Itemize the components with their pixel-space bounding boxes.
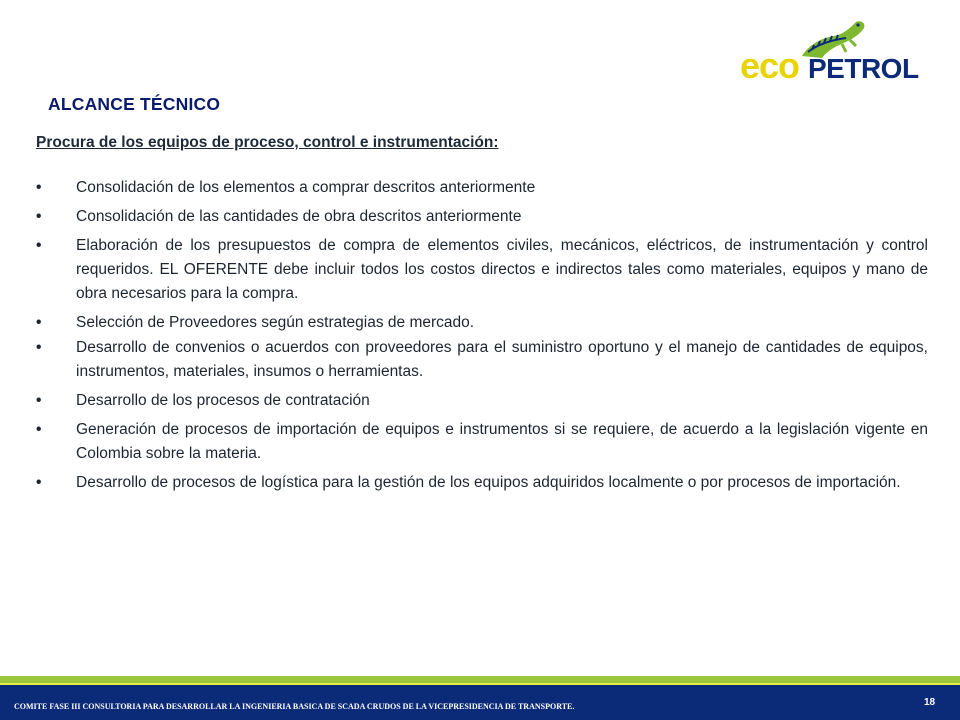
bullet-text: Selección de Proveedores según estrategias de mercado. <box>76 314 475 331</box>
footer-caption: COMITE FASE III CONSULTORIA PARA DESARROLLAR LA INGENIERIA BASICA DE SCADA CRUDOS DE LA VICEPRESIDENCIA DE TRANSPORTE. <box>14 702 575 711</box>
bullet-marker: • <box>36 474 42 491</box>
bullet-text: Elaboración de los presupuestos de compra de elementos civiles, mecánicos, eléctricos, de instrumentación y control requeridos. EL OFERENTE debe incluir todos los costos directos e indirectos tales como materiales, equipos y mano de obra necesarios para la compra. <box>76 237 928 302</box>
bullet-item <box>36 418 928 466</box>
bullet-marker: • <box>36 339 42 356</box>
bullet-text: Desarrollo de procesos de logística para la gestión de los equipos adquiridos localmente o por procesos de importación. <box>76 474 901 491</box>
bullet-item <box>36 234 928 306</box>
bullet-text: Desarrollo de convenios o acuerdos con proveedores para el suministro oportuno y el manejo de cantidades de equipos, instrumentos, materiales, insumos o herramientas. <box>76 339 928 380</box>
bullet-item <box>36 389 928 413</box>
ecopetrol-logo <box>738 16 934 84</box>
bullet-marker: • <box>36 179 42 196</box>
bullet-item <box>36 336 928 384</box>
bullet-item <box>36 311 928 335</box>
bullet-text: Desarrollo de los procesos de contratación <box>76 392 370 409</box>
section-subtitle: Procura de los equipos de proceso, control e instrumentación: <box>36 134 499 151</box>
bullet-text: Consolidación de las cantidades de obra descritos anteriormente <box>76 208 522 225</box>
bullet-marker: • <box>36 314 42 331</box>
page-number: 18 <box>924 697 936 708</box>
bullet-marker: • <box>36 392 42 409</box>
svg-text:PETROL: PETROL <box>808 53 919 84</box>
slide-title: ALCANCE TÉCNICO <box>48 94 221 114</box>
bullet-item <box>36 205 928 229</box>
bullet-marker: • <box>36 237 42 254</box>
bullet-text: Generación de procesos de importación de equipos e instrumentos si se requiere, de acuerdo a la legislación vigente en Colombia sobre la materia. <box>76 421 928 462</box>
bullet-list <box>36 176 928 500</box>
bullet-item <box>36 471 928 495</box>
bullet-marker: • <box>36 208 42 225</box>
svg-text:eco: eco <box>740 45 800 84</box>
bullet-item <box>36 176 928 200</box>
bullet-text: Consolidación de los elementos a comprar descritos anteriormente <box>76 179 536 196</box>
footer-accent-stripe <box>0 676 960 683</box>
bullet-marker: • <box>36 421 42 438</box>
